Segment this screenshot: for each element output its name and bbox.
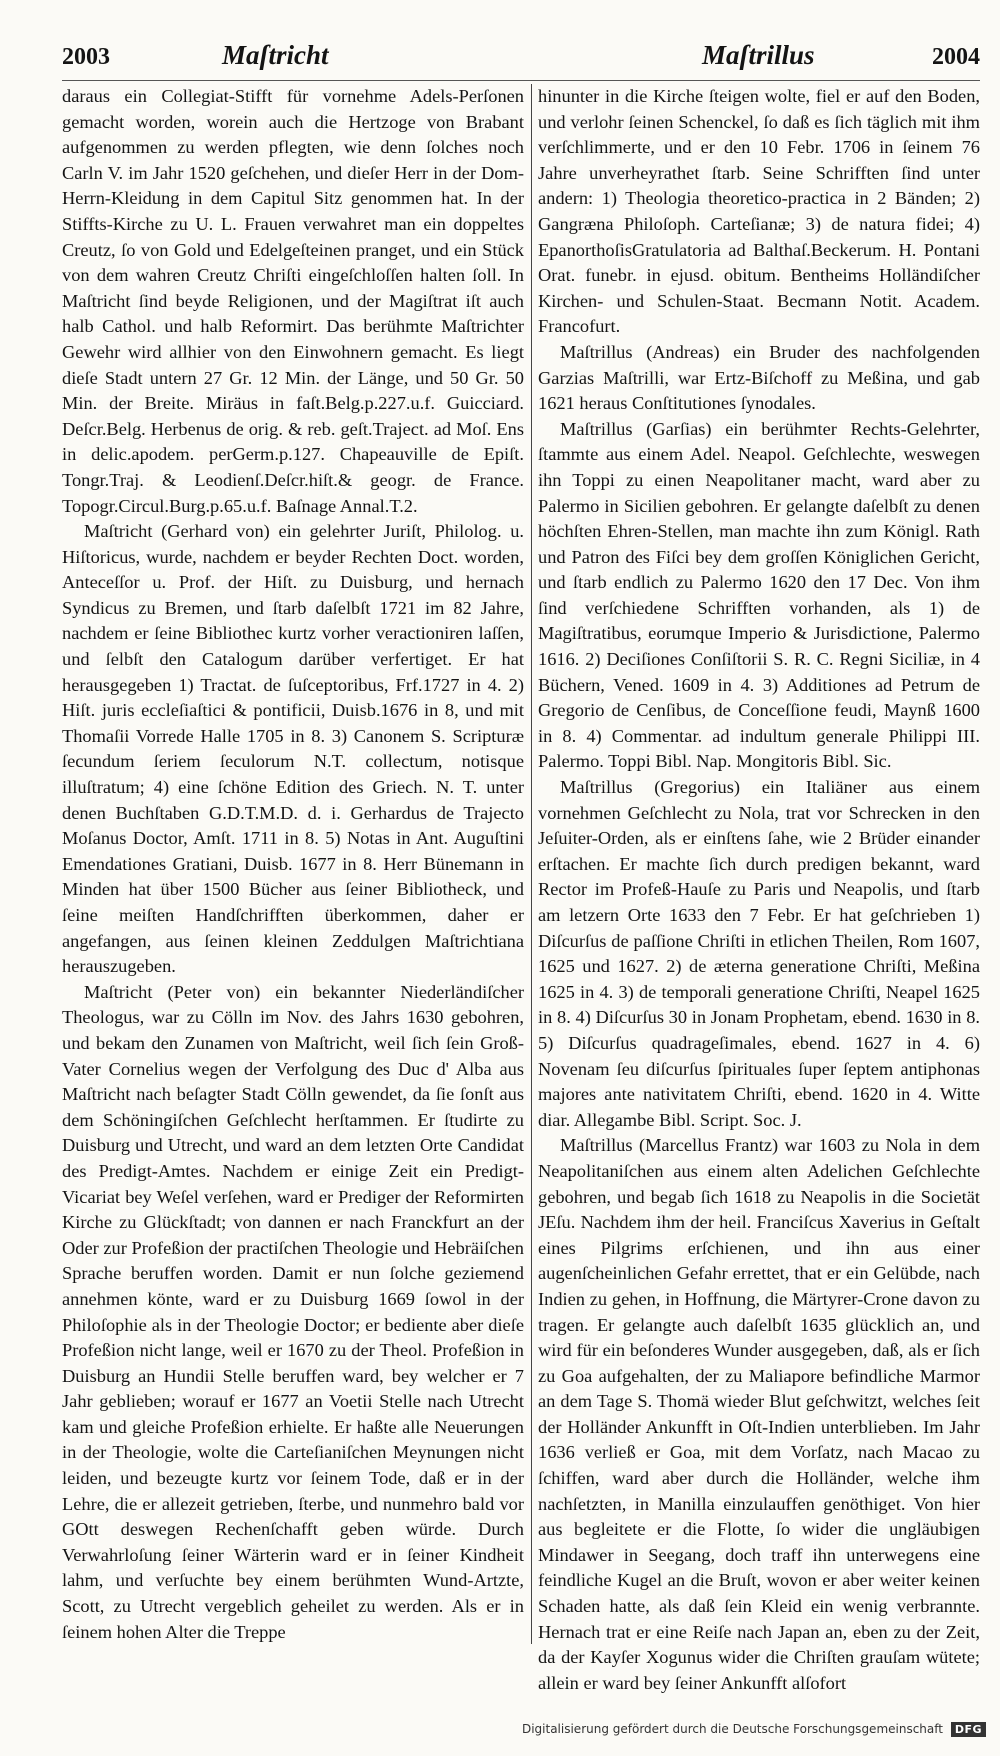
entry-mastrillus-marcellus: Maſtrillus (Marcellus Frantz) war 1603 zu Nola in dem Neapolitaniſchen aus einem alten Adelichen Geſchlechte gebohren, und begab ſich 1618 zu Neapolis in die Societät JEſu. Nachdem ihm der heil. Franciſcus Xaverius in Geſtalt eines Pilgrims erſchienen, und ihn aus einer augenſcheinlichen Gefahr errettet, that er ein Gelübde, nach Indien zu gehen, in Hoffnung, die Märtyrer-Crone davon zu tragen. Er gelangte auch daſelbſt 1635 glücklich an, und wird für ein beſonderes Wunder ausgegeben, daß, als er ſich zu Goa aufgehalten, der zu Maliapore befindliche Marmor an dem Tage S. Thomä wieder Blut geſchwitzt, welches ſeit der Holländer Ankunfft in Oſt-Indien unterblieben. Im Jahr 1636 verließ er Goa, mit dem Vorſatz, nach Macao zu ſchiffen, ward aber durch die Holländer, welche ihm nachſetzten, in Manilla einzulauffen genöthiget. Von hier aus begleitete er die Flotte, ſo wider die ungläubigen Mindawer in Seegang, doch traff ihn unterwegens eine feindliche Kugel an die Bruſt, wovon er aber weiter keinen Schaden hatte, als daß ſein Kleid ein wenig verbrannte. Hernach trat er eine Reiſe nach Japan an, eben zu der Zeit, da der Kayſer Xogunus wider die Chriſten grauſam wütete; allein er ward bey ſeiner Ankunfft alſofort bbox=[538, 1135, 980, 1693]
footer-credit: Digitalisierung gefördert durch die Deutsche Forschungsgemeinschaft bbox=[521, 1722, 943, 1736]
left-column bbox=[62, 84, 524, 1644]
right-page-number: 2004 bbox=[932, 44, 980, 70]
left-page-number: 2003 bbox=[62, 44, 110, 70]
header-rule bbox=[62, 80, 980, 81]
page-header bbox=[62, 38, 980, 78]
entry-mastricht-peter: Maſtricht (Peter von) ein bekannter Niederländiſcher Theologus, war zu Cölln im Nov. des Jahrs 1630 gebohren, und bekam den Zunamen von Maſtricht, weil ſich ſein Groß-Vater Cornelius wegen der Verfolgung des Duc d' Alba aus Maſtricht nach beſagter Stadt Cölln gewendet, da ſie ſonſt aus dem Schöningiſchen Geſchlecht herſtammen. Er ſtudirte zu Duisburg und Utrecht, und ward an dem letzten Orte Candidat des Predigt-Amtes. Nachdem er einige Zeit ein Predigt-Vicariat bey Weſel verſehen, ward er Prediger der Reformirten Kirche zu Glückſtadt; von dannen er nach Franckfurt an der Oder zur Profeßion der practiſchen Theologie und Hebräiſchen Sprache beruffen worden. Damit er nun ſolche geziemend annehmen könte, ward er zu Duisburg 1669 ſowol in der Philoſophie als in der Theologie Doctor; er bediente aber dieſe Profeßion nicht lange, weil er 1670 zu der Theol. Profeßion in Duisburg an Hundii Stelle beruffen ward, bey welcher er 7 Jahr geblieben; worauf er 1677 an Voetii Stelle nach Utrecht kam und gleiche Profeßion erhielte. Er haßte alle Neuerungen in der Theologie, wolte die Carteſianiſchen Meynungen nicht leiden, und bezeugte kurtz vor ſeinem Tode, daß er in der Lehre, die er allezeit getrieben, ſterbe, und nunmehro bald vor GOtt deswegen Rechenſchafft geben würde. Durch Verwahrloſung ſeiner Wärterin ward er in ſeiner Kindheit lahm, und verſuchte bey einem berühmten Wund-Artzte, Scott, zu Utrecht vergeblich geheilet zu werden. Als er in ſeinem hohen Alter die Treppe bbox=[62, 981, 524, 1642]
digitization-footer bbox=[0, 1722, 1000, 1746]
entry-mastrillus-garsias: Maſtrillus (Garſias) ein berühmter Rechts-Gelehrter, ſtammte aus einem Adel. Neapol. Geſchlechte, weswegen ihn Toppi zu einen Neapolitaner macht, ward aber zu Palermo in Sicilien gebohren. Er gelangte daſelbſt zu denen höchſten Ehren-Stellen, man machte ihn zum Königl. Rath und Patron des Fiſci bey dem groſſen Königlichen Gericht, und ſtarb endlich zu Palermo 1620 den 17 Dec. Von ihm ſind verſchiedene Schrifften vorhanden, als 1) de Magiſtratibus, eorumque Imperio & Jurisdictione, Palermo 1616. 2) Deciſiones Conſiſtorii S. R. C. Regni Siciliæ, in 4 Büchern, Vened. 1609 in 4. 3) Additiones ad Petrum de Gregorio de Cenſibus, de Conceſſione feudi, Maynß 1600 in 8. 4) Commentar. ad indultum generale Philippi III. Palermo. Toppi Bibl. Nap. Mongitoris Bibl. Sic. bbox=[538, 418, 980, 772]
dfg-logo: DFG bbox=[951, 1722, 986, 1737]
right-paragraph-1: hinunter in die Kirche ſteigen wolte, fiel er auf den Boden, und verlohr ſeinen Schenckel, ſo daß es ſich täglich mit ihm verſchlimmerte, und er den 10 Febr. 1706 in ſeinem 76 Jahre unverheyrathet ſtarb. Seine Schrifften ſind unter andern: 1) Theologia theoretico-practica in 2 Bänden; 2) Gangræna Philoſoph. Carteſianæ; 3) de natura fidei; 4) EpanorthoſisGratulatoria ad Balthaſ.Beckerum. H. Pontani Orat. funebr. in ejusd. obitum. Bentheims Holländiſcher Kirchen- und Schulen-Staat. Becmann Notit. Academ. Francofurt. bbox=[538, 86, 980, 337]
entry-mastrillus-andreas: Maſtrillus (Andreas) ein Bruder des nachfolgenden Garzias Maſtrilli, war Ertz-Biſchoff zu Meßina, und gab 1621 heraus Conſtitutiones ſynodales. bbox=[538, 341, 980, 414]
left-paragraph-1: daraus ein Collegiat-Stifft für vornehme Adels-Perſonen gemacht worden, worein auch die Hertzoge von Brabant aufgenommen zu werden pflegten, wie denn ſolches noch Carln V. im Jahr 1520 geſchehen, und dieſer Herr in der Dom-Herrn-Kleidung in dem Capitul Sitz genommen hat. In der Stiffts-Kirche zu U. L. Frauen verwahret man ein doppeltes Creutz, ſo von Gold und Edelgeſteinen pranget, und ein Stück von dem wahren Creutz Chriſti eingeſchloſſen halten ſoll. In Maſtricht ſind beyde Religionen, und der Magiſtrat iſt auch halb Cathol. und halb Reformirt. Das berühmte Maſtrichter Gewehr wird allhier von den Einwohnern gemacht. Es liegt dieſe Stadt untern 27 Gr. 12 Min. der Länge, und 50 Gr. 50 Min. der Breite. Miräus in faſt.Belg.p.227.u.f. Guicciard. Deſcr.Belg. Herbenus de orig. & reb. geſt.Traject. ad Moſ. Ens in delic.apodem. perGerm.p.127. Chapeauville de Epiſt. Tongr.Traj. & Leodienſ.Deſcr.hiſt.& geogr. de France. Topogr.Circul.Burg.p.65.u.f. Baſnage Annal.T.2. bbox=[62, 86, 524, 516]
entry-mastrillus-gregorius: Maſtrillus (Gregorius) ein Italiäner aus einem vornehmen Geſchlecht zu Nola, trat vor Schrecken in den Jeſuiter-Orden, als er einſtens ſahe, wie 2 Brüder einander erſtachen. Er machte ſich durch predigen bekannt, ward Rector im Profeß-Hauſe zu Paris und Neapolis, und ſtarb am letzern Orte 1633 den 7 Febr. Er hat geſchrieben 1) Diſcurſus de paſſione Chriſti in etlichen Theilen, Rom 1607, 1625 und 1627. 2) de æterna generatione Chriſti, Meßina 1625 in 4. 3) de temporali generatione Chriſti, Neapel 1625 in 8. 4) Diſcurſus 30 in Jonam Prophetam, ebend. 1630 in 8. 5) Diſcurſus quadrageſimales, ebend. 1627 in 4. 6) Novenam ſeu diſcurſus ſpirituales ſuper ſeptem antiphonas majores ante nativitatem Chriſti, ebend. 1620 in 4. Witte diar. Allegambe Bibl. Script. Soc. J. bbox=[538, 777, 980, 1130]
column-divider bbox=[531, 84, 532, 1644]
left-running-headword: Maſtricht bbox=[222, 40, 329, 70]
right-running-headword: Maſtrillus bbox=[702, 40, 815, 70]
right-column bbox=[538, 84, 980, 1693]
entry-mastricht-gerhard: Maſtricht (Gerhard von) ein gelehrter Juriſt, Philolog. u. Hiſtoricus, wurde, nachdem er beyder Rechten Doct. worden, Anteceſſor u. Prof. der Hiſt. zu Duisburg, und hernach Syndicus zu Bremen, und ſtarb daſelbſt 1721 im 82 Jahre, nachdem er ſeine Bibliothec kurtz vorher veractioniren laſſen, und ſelbſt den Catalogum darüber verfertiget. Er hat herausgegeben 1) Tractat. de ſuſceptoribus, Frf.1727 in 4. 2) Hiſt. juris eccleſiaſtici & pontificii, Duisb.1676 in 8, und mit Thomaſii Vorrede Halle 1705 in 8. 3) Canonem S. Scripturæ ſecundum ſeriem ſeculorum N.T. collectum, notisque illuſtratum; 4) eine ſchöne Edition des Griech. N. T. unter denen Buchſtaben G.D.T.M.D. d. i. Gerhardus de Trajecto Moſanus Doctor, Amſt. 1711 in 8. 5) Notas in Ant. Auguſtini Emendationes Gratiani, Duisb. 1677 in 8. Herr Bünemann in Minden hat über 1500 Bücher aus ſeiner Bibliotheck, und ſeine meiſten Handſchrifften überkommen, daher er angefangen, aus ſeinen kleinen Zeddulgen Maſtrichtiana herauszugeben. bbox=[62, 521, 524, 977]
